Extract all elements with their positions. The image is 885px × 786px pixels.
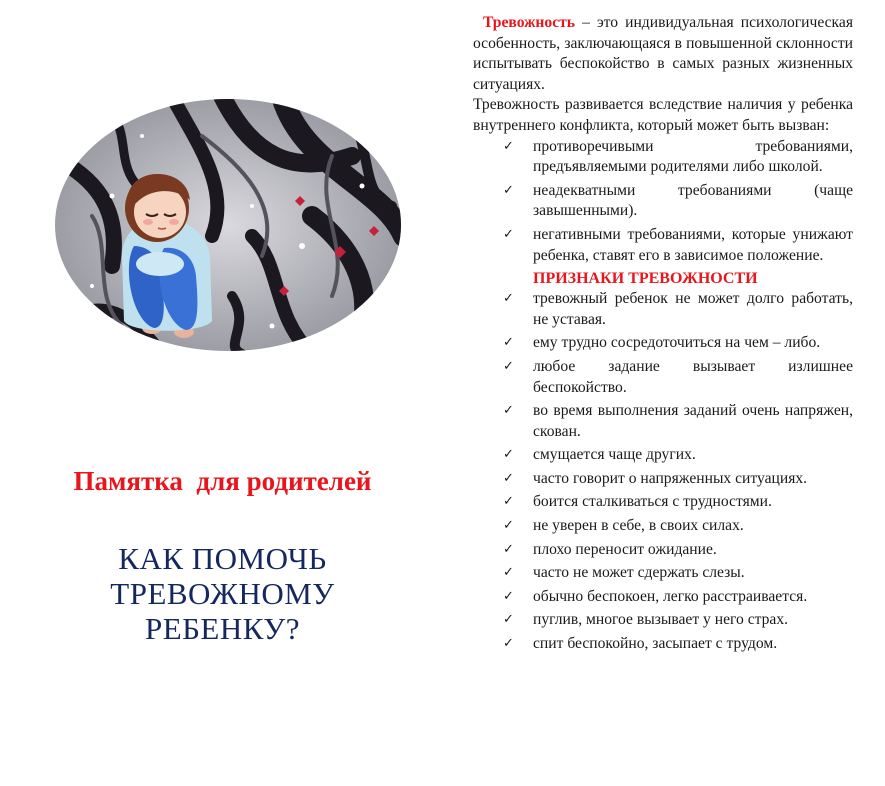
- list-item: ✓ тревожный ребенок не может долго работать, не уставая.: [503, 289, 853, 330]
- leaflet-subtitle: Памятка для родителей: [73, 466, 372, 496]
- list-item: ✓ противоречивыми требованиями, предъявляемыми родителями либо школой.: [503, 137, 853, 178]
- list-item: ✓ плохо переносит ожидание.: [503, 540, 853, 561]
- list-item: ✓ любое задание вызывает излишнее беспокойство.: [503, 357, 853, 398]
- anxious-child-illustration: [52, 96, 404, 354]
- list-item: ✓ неадекватными требованиями (чаще завышенными).: [503, 181, 853, 222]
- leaflet-title: [0, 541, 445, 646]
- cause-intro: Тревожность развивается вследствие наличия у ребенка внутреннего конфликта, который может быть вызван:: [473, 96, 853, 134]
- signs-heading: ПРИЗНАКИ ТРЕВОЖНОСТИ: [533, 270, 758, 288]
- signs-list: [473, 289, 853, 655]
- list-item: ✓ боится сталкиваться с трудностями.: [503, 492, 853, 513]
- list-item: ✓ обычно беспокоен, легко расстраивается.: [503, 587, 853, 608]
- list-item: ✓ негативными требованиями, которые унижают ребенка, ставят его в зависимое положение.: [503, 225, 853, 266]
- title-line: КАК ПОМОЧЬ: [118, 541, 327, 576]
- definition-paragraph: [473, 13, 853, 95]
- list-item: ✓ пуглив, многое вызывает у него страх.: [503, 610, 853, 631]
- list-item: ✓ смущается чаще других.: [503, 445, 853, 466]
- list-item: ✓ во время выполнения заданий очень напряжен, скован.: [503, 401, 853, 442]
- title-line: РЕБЕНКУ?: [144, 611, 301, 646]
- causes-list: [473, 137, 853, 267]
- title-line: ТРЕВОЖНОМУ: [110, 576, 335, 611]
- term-heading: Тревожность: [483, 14, 576, 31]
- list-item: ✓ не уверен в себе, в своих силах.: [503, 516, 853, 537]
- right-panel: [473, 13, 853, 658]
- list-item: ✓ часто говорит о напряженных ситуациях.: [503, 469, 853, 490]
- list-item: ✓ ему трудно сосредоточиться на чем – либо.: [503, 333, 853, 354]
- definition-text: – это индивидуальная психологическая особенность, заключающаяся в повышенной склонности испытывать беспокойство в самых разных жизненных ситуациях.: [473, 14, 853, 93]
- list-item: ✓ часто не может сдержать слезы.: [503, 563, 853, 584]
- list-item: ✓ спит беспокойно, засыпает с трудом.: [503, 634, 853, 655]
